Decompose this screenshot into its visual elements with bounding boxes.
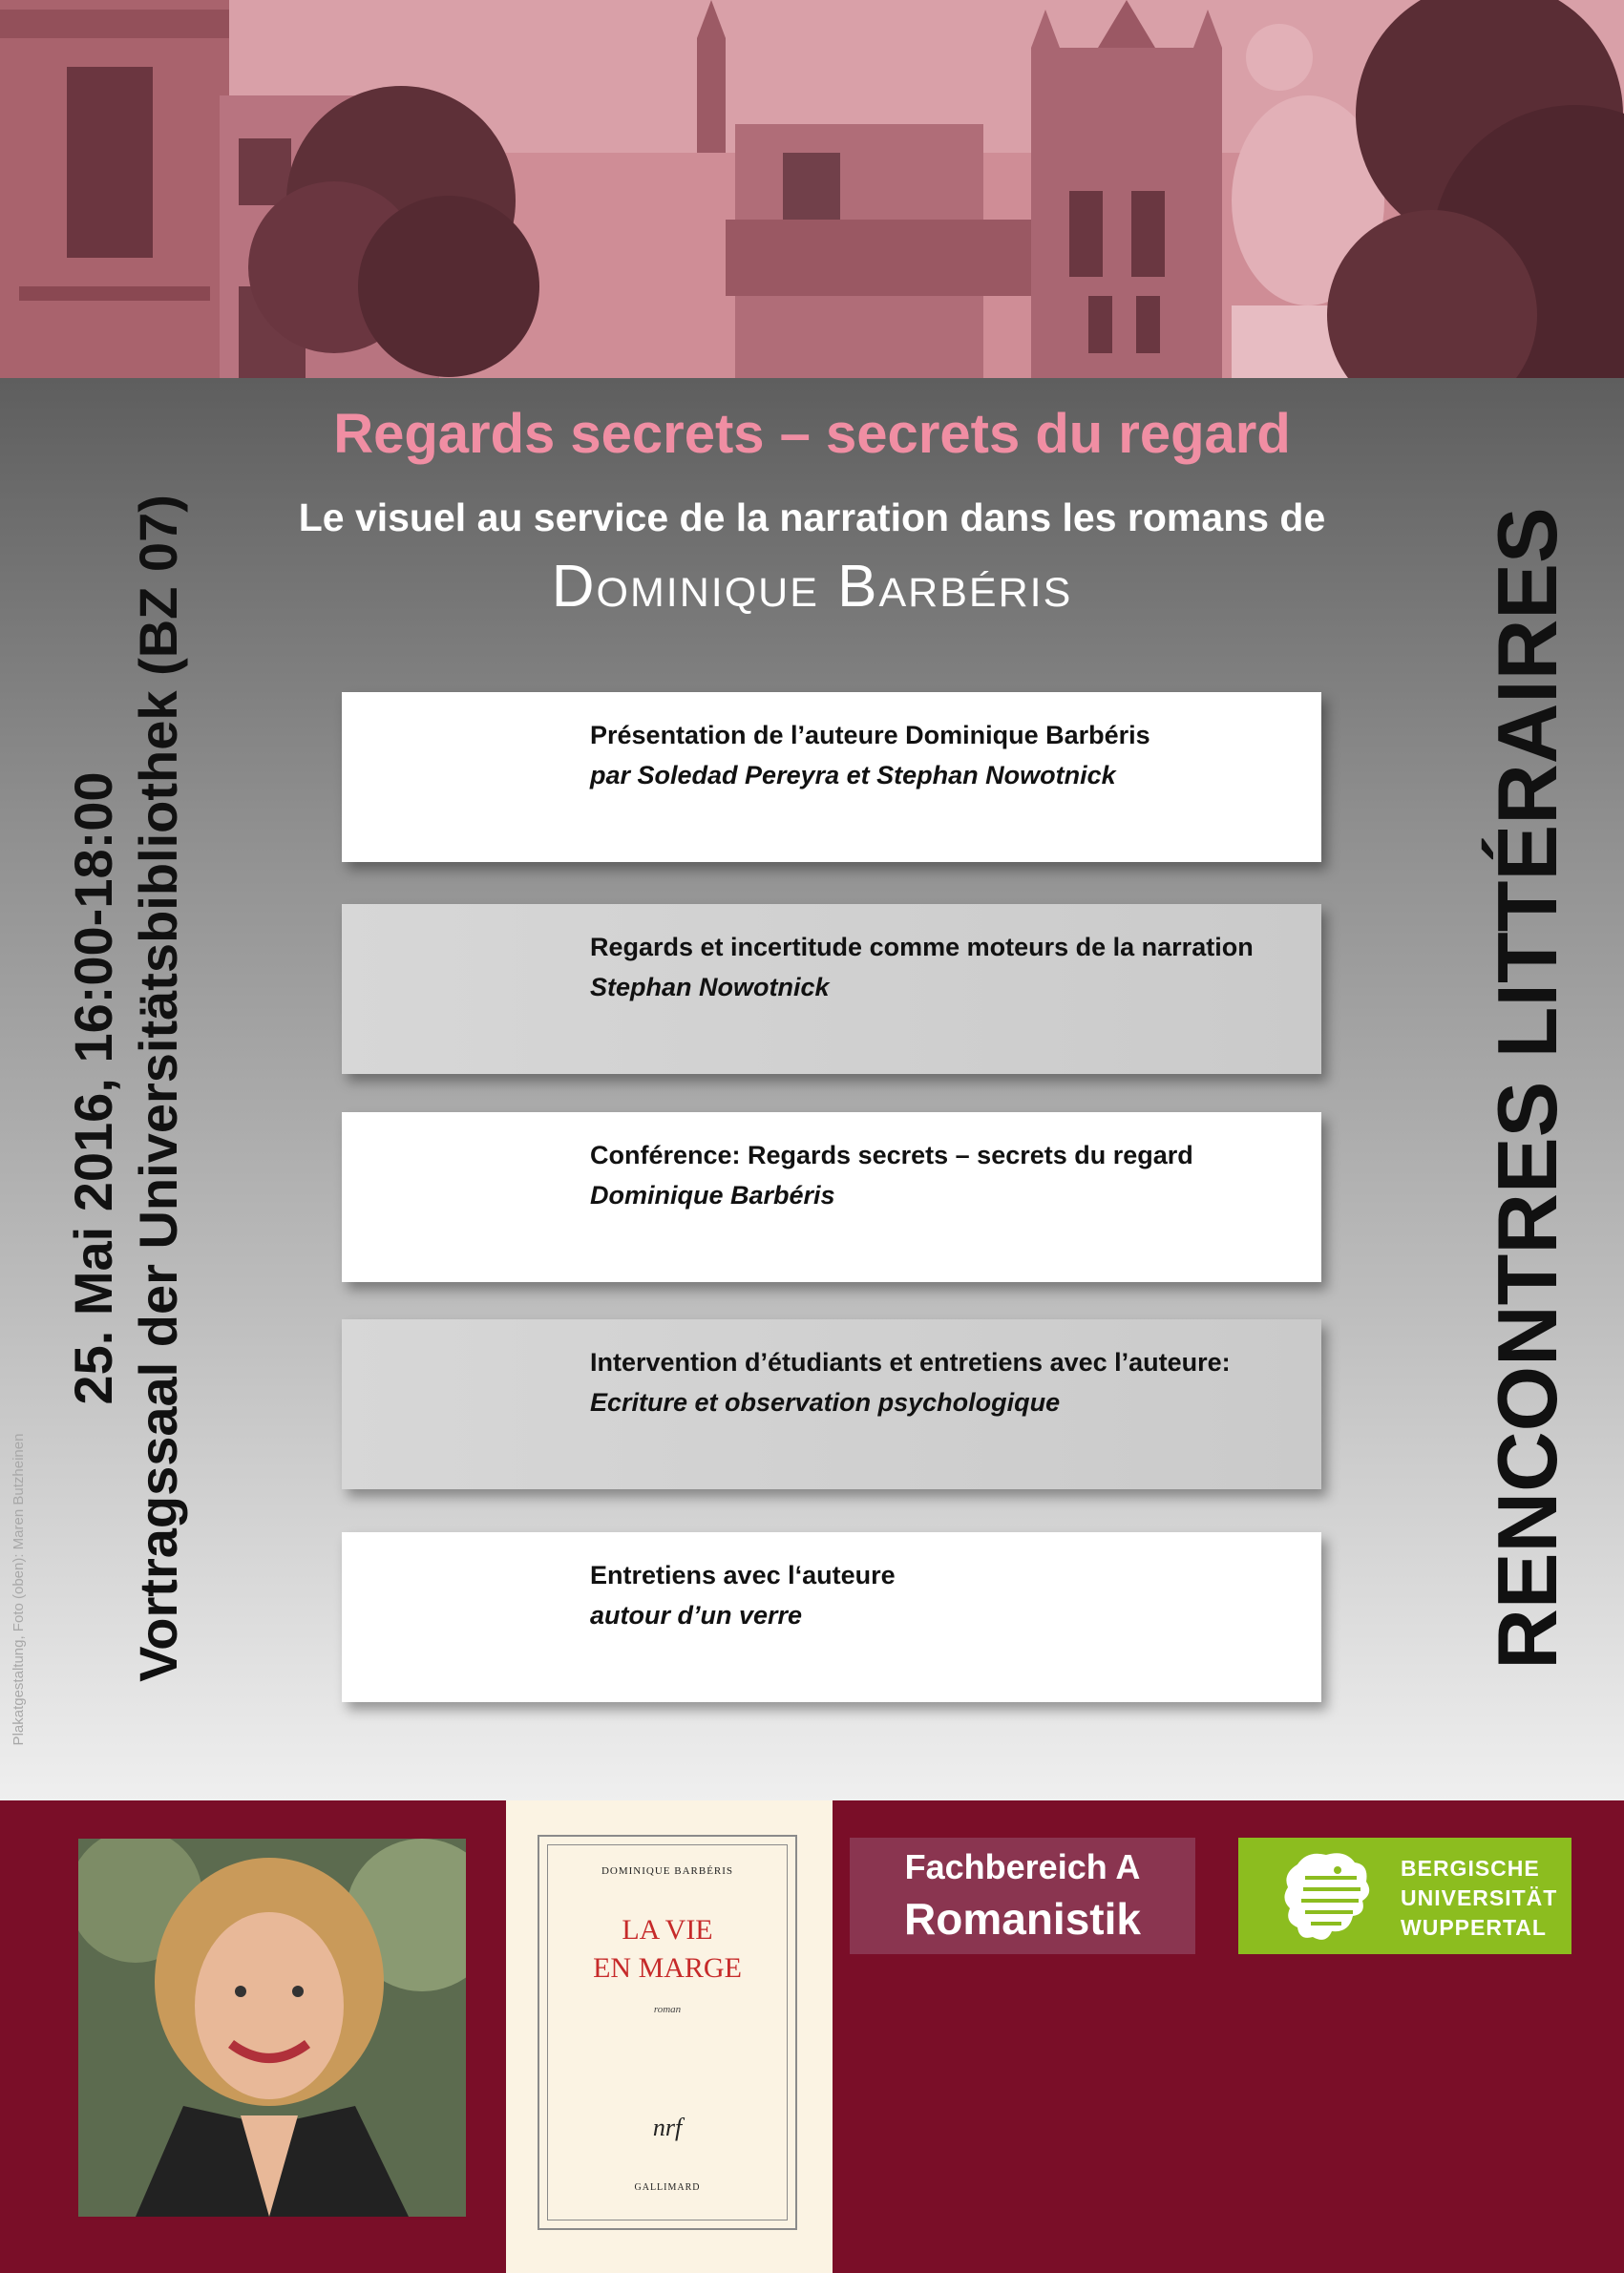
program-item <box>342 1319 1321 1489</box>
program-item-title: Intervention d’étudiants et entretiens avec l’auteure: <box>590 1348 1231 1377</box>
program-item-speaker: Ecriture et observation psychologique <box>590 1388 1061 1417</box>
program-item-speaker: autour d’un verre <box>590 1601 803 1630</box>
event-subtitle: Le visuel au service de la narration dans les romans de <box>298 495 1326 539</box>
university-logo <box>1238 1838 1571 1954</box>
program-item-title: Entretiens avec l‘auteure <box>590 1561 896 1589</box>
series-name <box>1475 496 1580 1680</box>
program-item-title: Présentation de l’auteure Dominique Barbéris <box>590 721 1150 749</box>
program-item <box>342 1112 1321 1282</box>
event-details <box>57 477 200 1699</box>
event-date-time: 25. Mai 2016, 16:00-18:00 <box>63 771 123 1405</box>
header-photo <box>0 0 1624 378</box>
nrf-logo: nrf <box>652 2114 683 2141</box>
book-title <box>539 1911 795 1988</box>
design-credit-text: Plakatgestaltung, Foto (oben): Maren Butzheinen <box>11 1433 27 1746</box>
department-badge <box>850 1838 1195 1954</box>
book-title-line: LA VIE <box>622 1914 713 1946</box>
program-item-title: Regards et incertitude comme moteurs de la narration <box>590 933 1254 961</box>
city-buildings-illustration <box>0 0 1624 378</box>
department-name: Romanistik <box>904 1894 1141 1944</box>
program-item-title: Conférence: Regards secrets – secrets du regard <box>590 1141 1193 1169</box>
lion-icon <box>1278 1845 1383 1947</box>
event-title: Regards secrets – secrets du regard <box>333 403 1291 465</box>
book-cover <box>538 1835 797 2230</box>
program-item-speaker: Stephan Nowotnick <box>590 973 830 1001</box>
department-line: Fachbereich A <box>904 1847 1141 1886</box>
series-name-text: RENCONTRES LITTÉRAIRES <box>1480 507 1574 1670</box>
program-item <box>342 904 1321 1074</box>
program-item <box>342 1532 1321 1702</box>
author-name: Dominique Barbéris <box>551 554 1073 620</box>
design-credit <box>5 1389 33 1790</box>
book-publisher: GALLIMARD <box>634 2182 701 2193</box>
program-item <box>342 692 1321 862</box>
book-author: DOMINIQUE BARBÉRIS <box>601 1865 734 1877</box>
program-item-speaker: par Soledad Pereyra et Stephan Nowotnick <box>590 761 1116 789</box>
university-name: BERGISCHE UNIVERSITÄT WUPPERTAL <box>1401 1856 1558 1940</box>
event-venue: Vortragssaal der Universitätsbibliothek (BZ 07) <box>128 495 188 1682</box>
author-portrait <box>78 1839 466 2217</box>
book-title-line: EN MARGE <box>593 1952 742 1984</box>
program-item-speaker: Dominique Barbéris <box>590 1181 835 1210</box>
book-genre: roman <box>653 2004 682 2015</box>
